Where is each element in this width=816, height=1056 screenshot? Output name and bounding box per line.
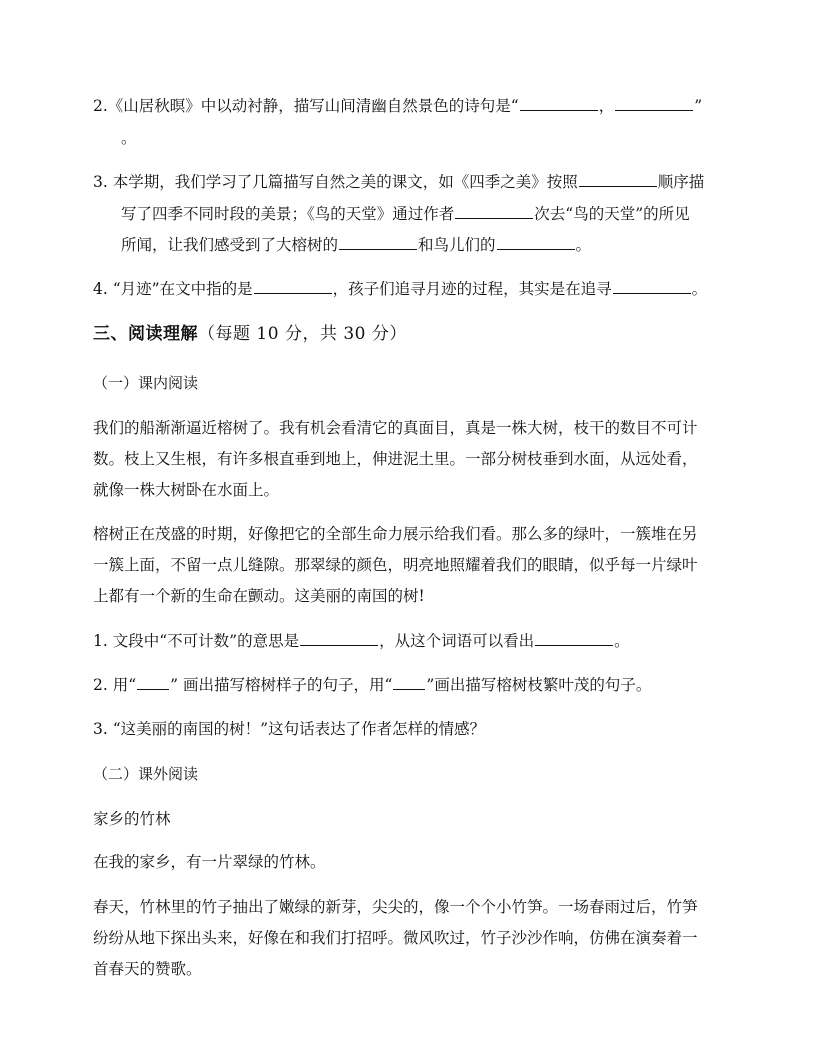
answer-blank[interactable] <box>497 235 575 250</box>
passage-2-line: 上都有一个新的生命在颤动。这美丽的南国的树! <box>93 587 425 605</box>
answer-blank[interactable] <box>613 279 691 294</box>
question-2-text: 2.《山居秋暝》中以动衬静，描写山间清幽自然景色的诗句是“ <box>93 97 519 115</box>
part-1-title: （一）课内阅读 <box>93 374 199 392</box>
question-4-line <box>93 279 707 299</box>
question-4-text: 4. “月迹”在文中指的是 <box>93 280 253 298</box>
question-4-text: ，孩子们追寻月迹的过程，其实是在追寻 <box>332 280 612 298</box>
article-paragraph-2-line: 春天，竹林里的竹子抽出了嫩绿的新芽，尖尖的，像一个个小竹笋。一场春雨过后，竹笋 <box>93 898 698 916</box>
answer-blank[interactable] <box>615 96 693 111</box>
answer-blank[interactable] <box>520 96 598 111</box>
passage-2-line: 一簇上面，不留一点儿缝隙。那翠绿的颜色，明亮地照耀着我们的眼睛，似乎每一片绿叶 <box>93 556 698 574</box>
answer-blank[interactable] <box>455 204 533 219</box>
question-3-text: 和鸟儿们的 <box>418 236 496 254</box>
passage-1-line: 我们的船渐渐逼近榕树了。我有机会看清它的真面目，真是一株大树，枝干的数目不可计 <box>93 419 698 437</box>
answer-blank[interactable] <box>535 631 613 646</box>
question-3-line-3 <box>121 235 591 255</box>
question-4-text: 。 <box>691 280 708 298</box>
part-2-title: （二）课外阅读 <box>93 765 199 783</box>
underline-mark-blank[interactable] <box>137 675 169 690</box>
reading-question-1-text: 1. 文段中“不可计数”的意思是 <box>93 632 300 650</box>
question-3-text: 顺序描 <box>657 173 705 191</box>
section-3-title: 三、阅读理解 <box>93 324 198 344</box>
reading-question-2-text: 2. 用“ <box>93 676 137 694</box>
question-3-text: 次去“鸟的天堂”的所见 <box>534 205 690 223</box>
reading-question-1 <box>93 631 630 651</box>
article-paragraph-2-line: 纷纷从地下探出头来，好像在和我们打招呼。微风吹过，竹子沙沙作响，仿佛在演奏着一 <box>93 929 698 947</box>
question-3-text: 所闻，让我们感受到了大榕树的 <box>121 236 339 254</box>
question-2-end: 。 <box>121 129 137 147</box>
underline-mark-blank[interactable] <box>393 675 425 690</box>
question-3-line-1 <box>93 172 704 192</box>
question-3-text: 写了四季不同时段的美景；《鸟的天堂》通过作者 <box>121 205 455 223</box>
reading-question-2 <box>93 675 651 695</box>
section-3-heading <box>93 324 407 344</box>
reading-question-3: 3. “这美丽的南国的树！”这句话表达了作者怎样的情感？ <box>93 720 486 738</box>
passage-1-line: 就像一株大树卧在水面上。 <box>93 481 280 499</box>
article-paragraph-1: 在我的家乡，有一片翠绿的竹林。 <box>93 853 326 871</box>
article-title: 家乡的竹林 <box>93 810 171 828</box>
reading-question-2-text: ”画出描写榕树枝繁叶茂的句子。 <box>426 676 652 694</box>
question-3-text: 。 <box>575 236 592 254</box>
answer-blank[interactable] <box>254 279 332 294</box>
section-3-score-note: （每题 10 分，共 30 分） <box>198 324 407 344</box>
reading-question-2-text: ” 画出描写榕树样子的句子，用“ <box>170 676 393 694</box>
answer-blank[interactable] <box>300 631 378 646</box>
question-3-text: 3. 本学期，我们学习了几篇描写自然之美的课文，如《四季之美》按照 <box>93 173 578 191</box>
reading-question-1-text: ，从这个词语可以看出 <box>379 632 535 650</box>
question-2-line <box>93 96 702 116</box>
answer-blank[interactable] <box>579 172 657 187</box>
answer-blank[interactable] <box>339 235 417 250</box>
question-2-separator: ， <box>598 97 615 115</box>
question-2-close-quote: ” <box>694 97 703 115</box>
article-paragraph-2-line: 首春天的赞歌。 <box>93 960 202 978</box>
passage-2-line: 榕树正在茂盛的时期，好像把它的全部生命力展示给我们看。那么多的绿叶，一簇堆在另 <box>93 525 698 543</box>
question-3-line-2 <box>121 204 690 224</box>
passage-1-line: 数。枝上又生根，有许多根直垂到地上，伸进泥土里。一部分树枝垂到水面，从远处看， <box>93 450 698 468</box>
reading-question-1-text: 。 <box>614 632 630 650</box>
